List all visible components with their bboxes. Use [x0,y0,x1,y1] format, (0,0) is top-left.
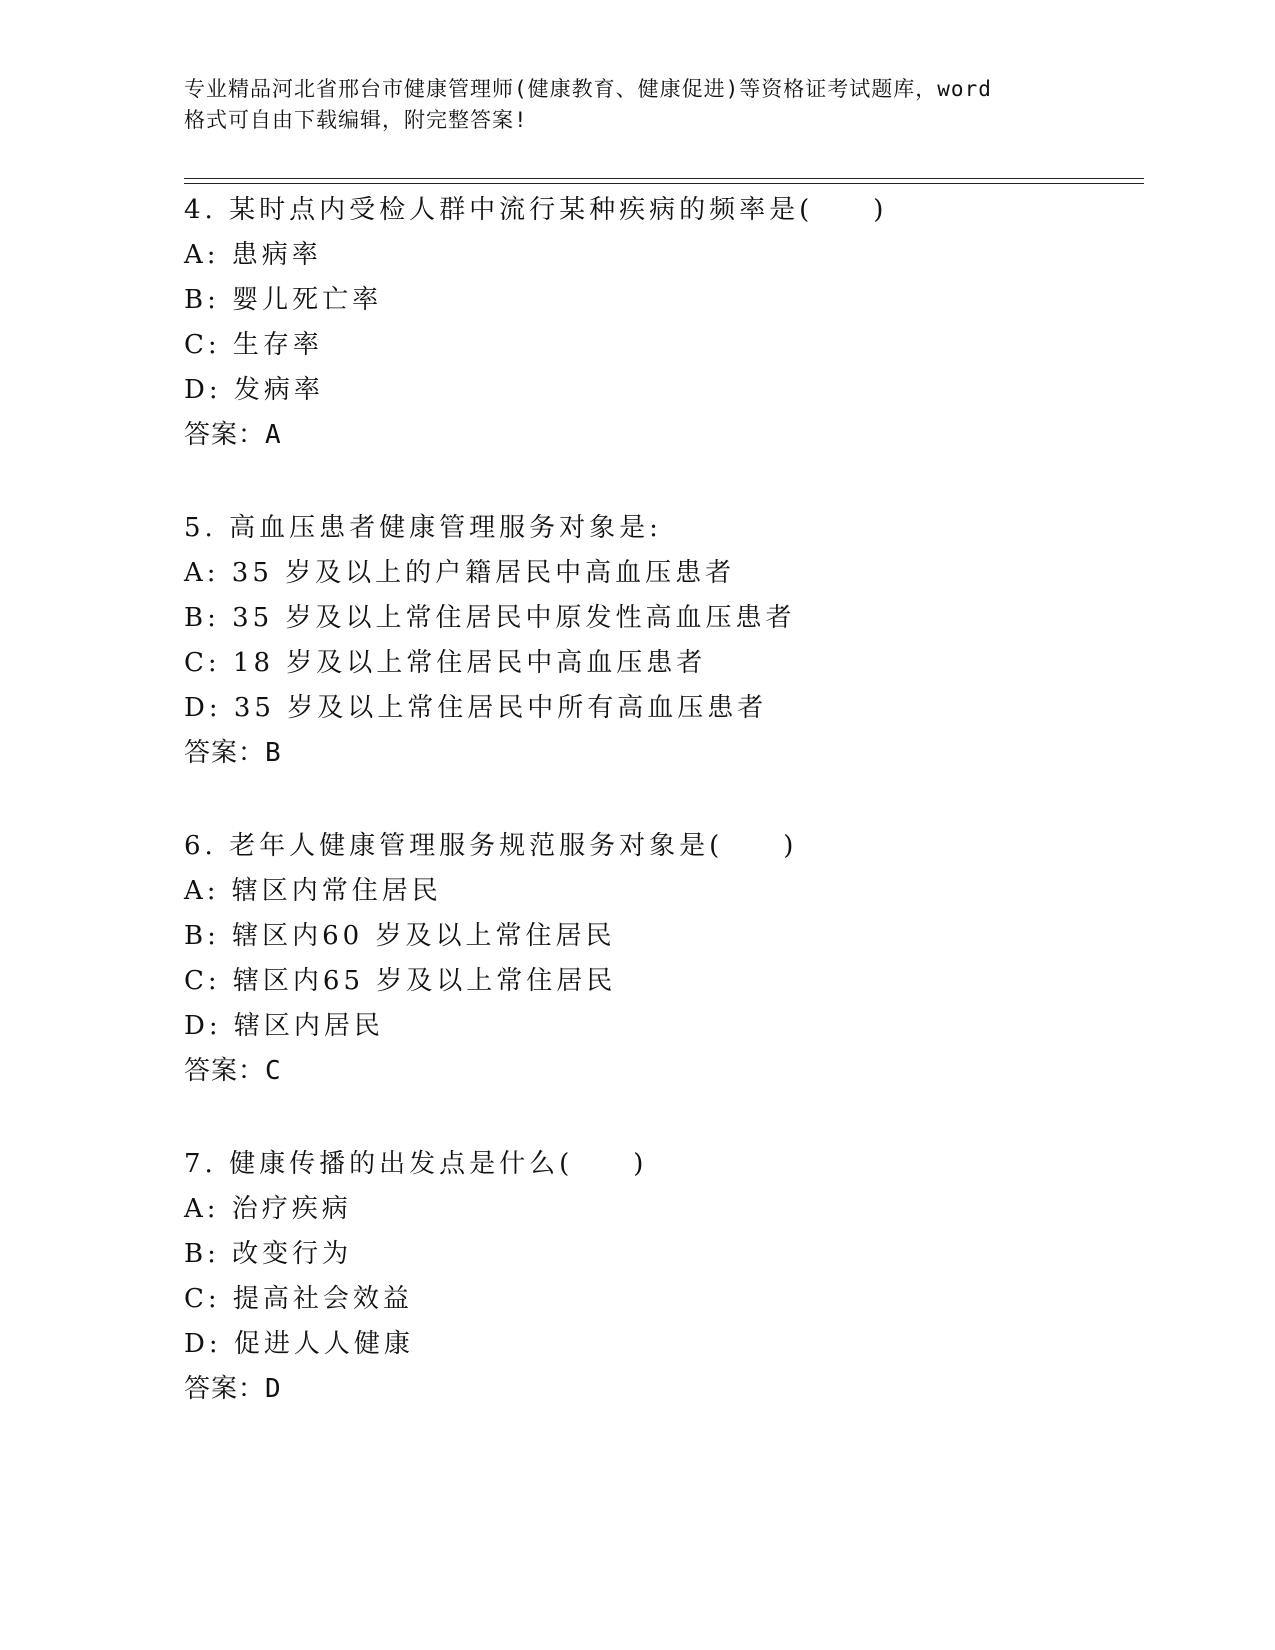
option-d: D: 35 岁及以上常住居民中所有高血压患者 [184,693,768,723]
question-stem: 4. 某时点内受检人群中流行某种疾病的频率是( ) [184,195,888,225]
option-d: D: 辖区内居民 [184,1011,384,1041]
question-stem: 6. 老年人健康管理服务规范服务对象是( ) [184,831,798,861]
option-c: C: 生存率 [184,330,323,360]
option-a: A: 患病率 [184,240,322,270]
question-stem: 7. 健康传播的出发点是什么( ) [184,1149,648,1179]
option-c: C: 辖区内65 岁及以上常住居民 [184,966,617,996]
answer-value: B [265,738,282,768]
option-d: D: 促进人人健康 [184,1329,414,1359]
header-divider-bottom [184,183,1144,184]
option-b: B: 改变行为 [184,1239,353,1269]
option-b: B: 婴儿死亡率 [184,285,383,315]
answer-value: C [265,1056,282,1086]
answer-label: 答案： [184,420,266,450]
question-5 [184,506,1144,776]
answer-label: 答案： [184,738,266,768]
answer-value: D [265,1374,282,1404]
option-c: C: 提高社会效益 [184,1284,413,1314]
answer-line [184,731,1144,776]
question-4 [184,188,1144,458]
answer-label: 答案： [184,1056,266,1086]
question-6 [184,824,1144,1094]
answer-line [184,413,1144,458]
answer-label: 答案： [184,1374,266,1404]
option-a: A: 治疗疾病 [184,1194,352,1224]
answer-line [184,1367,1144,1412]
header-line-2: 格式可自由下载编辑，附完整答案! [184,108,528,132]
option-d: D: 发病率 [184,375,324,405]
answer-value: A [265,420,282,450]
option-b: B: 辖区内60 岁及以上常住居民 [184,921,616,951]
option-a: A: 35 岁及以上的户籍居民中高血压患者 [184,558,736,588]
question-stem: 5. 高血压患者健康管理服务对象是: [184,513,662,543]
option-b: B: 35 岁及以上常住居民中原发性高血压患者 [184,603,796,633]
answer-line [184,1049,1144,1094]
option-a: A: 辖区内常住居民 [184,876,442,906]
header-line-1: 专业精品河北省邢台市健康管理师(健康教育、健康促进)等资格证考试题库，word [184,77,992,101]
header-divider-top [184,178,1144,179]
question-7 [184,1142,1144,1412]
document-header [184,74,1084,136]
option-c: C: 18 岁及以上常住居民中高血压患者 [184,648,707,678]
